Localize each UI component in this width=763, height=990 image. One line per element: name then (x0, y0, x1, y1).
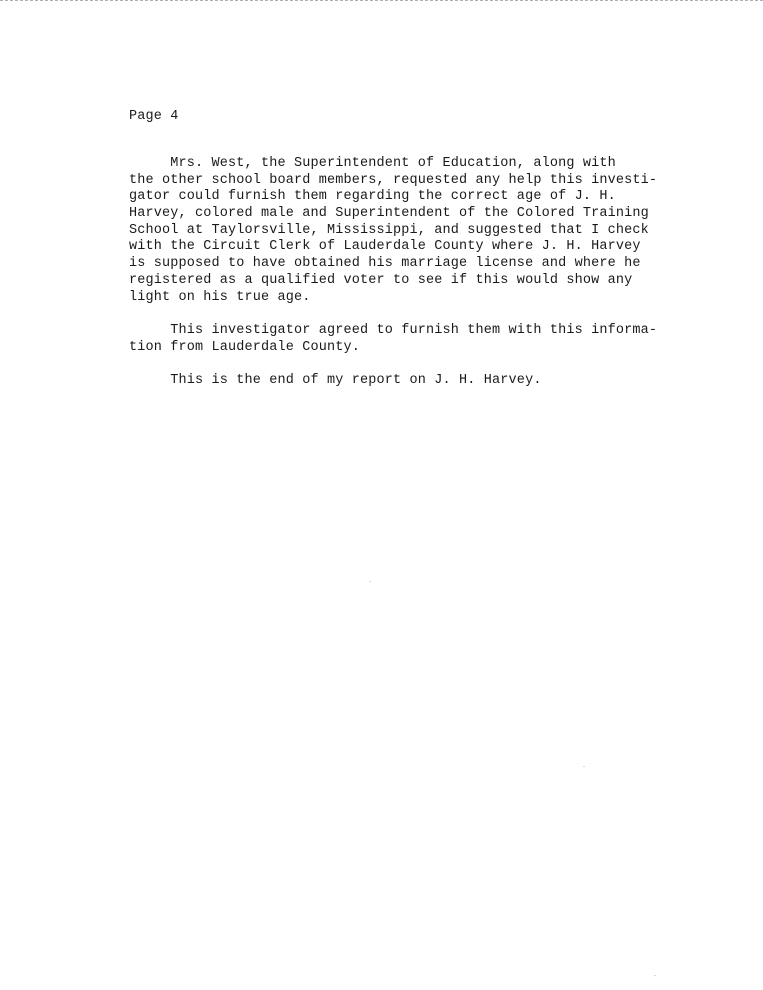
text-line: tion from Lauderdale County. (129, 339, 361, 355)
text-line: is supposed to have obtained his marriage license and where he (129, 256, 641, 272)
text-line: light on his true age. (129, 289, 311, 305)
paragraph-agreement (129, 323, 657, 356)
text-line: gator could furnish them regarding the correct age of J. H. (129, 189, 616, 205)
text-line: registered as a qualified voter to see if this would show any (129, 272, 633, 288)
text-line: This investigator agreed to furnish them with this informa- (129, 323, 658, 338)
text-line: with the Circuit Clerk of Lauderdale County where J. H. Harvey (129, 239, 641, 255)
paper-speck (654, 975, 656, 976)
page-top-edge (0, 0, 763, 1)
paper-speck (369, 581, 371, 582)
paper-speck (583, 766, 585, 767)
paragraph-request (129, 156, 657, 306)
text-line: Mrs. West, the Superintendent of Education, along with (129, 156, 616, 171)
paragraph-closing (129, 373, 542, 390)
text-line: This is the end of my report on J. H. Harvey. (129, 373, 542, 388)
text-line: Harvey, colored male and Superintendent of the Colored Training (129, 206, 649, 222)
text-line: School at Taylorsville, Mississippi, and suggested that I check (129, 222, 649, 238)
page-number: Page 4 (129, 109, 179, 124)
text-line: the other school board members, requested any help this investi- (129, 172, 658, 188)
